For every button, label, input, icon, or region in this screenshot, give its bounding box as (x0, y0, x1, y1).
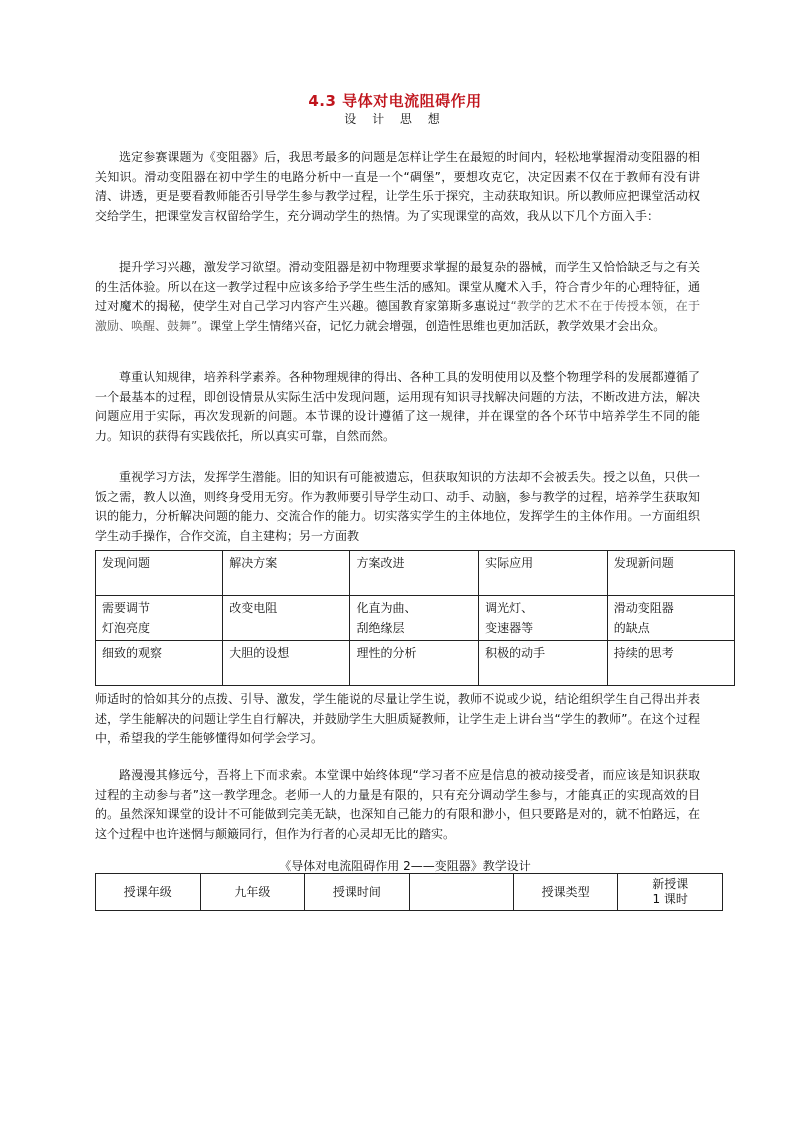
paragraph-interest-text-b: 。课堂上学生情绪兴奋，记忆力就会增强，创造性思维也更加活跃，教学效果才会出众。 (197, 318, 666, 333)
table-cell: 发现新问题 (607, 551, 734, 596)
table-row (96, 874, 723, 911)
paragraph-method-continued: 师适时的恰如其分的点拨、引导、激发，学生能说的尽量让学生说，教师不说或少说，结论组织学生自己得出并表述，学生能解决的问题让学生自行解决，并鼓励学生大胆质疑教师，让学生走上讲台当“学生的教师”。在这个过程中，希望我的学生能够懂得如何学会学习。 (95, 692, 700, 745)
grade-value: 九年级 (200, 874, 305, 911)
table-cell: 化直为曲、 刮绝缘层 (350, 596, 479, 641)
type-value (618, 874, 723, 911)
type-label: 授课类型 (513, 874, 618, 911)
lesson-design-caption: 《导体对电流阻碍作用 2——变阻器》教学设计 (279, 859, 531, 873)
type-value-line-2: 1 课时 (652, 892, 688, 906)
paragraph-conclusion: 路漫漫其修远兮，吾将上下而求索。本堂课中始终体现“学习者不应是信息的被动接受者，而应该是知识获取过程的主动参与者”这一教学理念。老师一人的力量是有限的，只有充分调动学生参与，才能真正的实现高效的目的。虽然深知课堂的设计不可能做到完美无缺，也深知自己能力的有限和渺小，但只要路是对的，就不怕路远，在这个过程中也许迷惘与颠簸同行，但作为行者的心灵却无比的踏实。 (95, 768, 700, 841)
table-cell: 需要调节 灯泡亮度 (96, 596, 223, 641)
table-cell: 解决方案 (223, 551, 350, 596)
table-row (96, 551, 735, 596)
time-label: 授课时间 (305, 874, 410, 911)
process-table (95, 550, 735, 686)
table-cell: 调光灯、 变速器等 (479, 596, 608, 641)
table-cell: 积极的动手 (479, 641, 608, 686)
table-cell: 理性的分析 (350, 641, 479, 686)
paragraph-interest (95, 258, 700, 336)
table-cell: 实际应用 (479, 551, 608, 596)
time-value (409, 874, 513, 911)
table-row (96, 596, 735, 641)
lesson-info-table (95, 873, 723, 911)
table-cell: 细致的观察 (96, 641, 223, 686)
grade-label: 授课年级 (96, 874, 201, 911)
paragraph-interest-quote: “教学的艺术不在于传授本领，在于激励、唤醒、鼓舞” (95, 299, 700, 333)
page-subtitle: 设 计 思 想 (344, 112, 446, 126)
page-title: 4.3 导体对电流阻碍作用 (308, 92, 482, 110)
paragraph-method: 重视学习方法，发挥学生潜能。旧的知识有可能被遗忘，但获取知识的方法却不会被丢失。授之以鱼，只供一饭之需，教人以渔，则终身受用无穷。作为教师要引导学生动口、动手、动脑，参与教学的过程，培养学生获取知识的能力，分析解决问题的能力、交流合作的能力。切实落实学生的主体地位，发挥学生的主体作用。一方面组织学生动手操作，合作交流，自主建构；另一方面教 (95, 470, 700, 543)
table-row (96, 641, 735, 686)
table-cell: 大胆的设想 (223, 641, 350, 686)
table-cell: 发现问题 (96, 551, 223, 596)
table-cell: 方案改进 (350, 551, 479, 596)
paragraph-intro: 选定参赛课题为《变阻器》后，我思考最多的问题是怎样让学生在最短的时间内，轻松地掌握滑动变阻器的相关知识。滑动变阻器在初中学生的电路分析中一直是一个“碉堡”，要想攻克它，决定因素不仅在于教师有没有讲清、讲透，更是要看教师能否引导学生参与教学过程，让学生乐于探究，主动获取知识。所以教师应把课堂活动权交给学生，把课堂发言权留给学生，充分调动学生的热情。为了实现课堂的高效，我从以下几个方面入手： (95, 150, 700, 223)
table-cell: 改变电阻 (223, 596, 350, 641)
type-value-line-1: 新授课 (652, 877, 689, 891)
table-cell: 持续的思考 (607, 641, 734, 686)
paragraph-interest-text-a: 提升学习兴趣，激发学习欲望。滑动变阻器是初中物理要求掌握的最复杂的器械，而学生又恰恰缺乏与之有关的生活体验。所以在这一教学过程中应该多给予学生些生活的感知。课堂从魔术入手，符合青少年的心理特征，通过对魔术的揭秘，使学生对自己学习内容产生兴趣。德国教育家第斯多惠说过 (95, 260, 700, 313)
paragraph-cognition: 尊重认知规律，培养科学素养。各种物理规律的得出、各种工具的发明使用以及整个物理学科的发展都遵循了一个最基本的过程，即创设情景从实际生活中发现问题，运用现有知识寻找解决问题的方法，不断改进方法，解决问题应用于实际，再次发现新的问题。本节课的设计遵循了这一规律，并在课堂的各个环节中培养学生不同的能力。知识的获得有实践依托，所以真实可靠，自然而然。 (95, 370, 700, 443)
table-cell: 滑动变阻器 的缺点 (607, 596, 734, 641)
